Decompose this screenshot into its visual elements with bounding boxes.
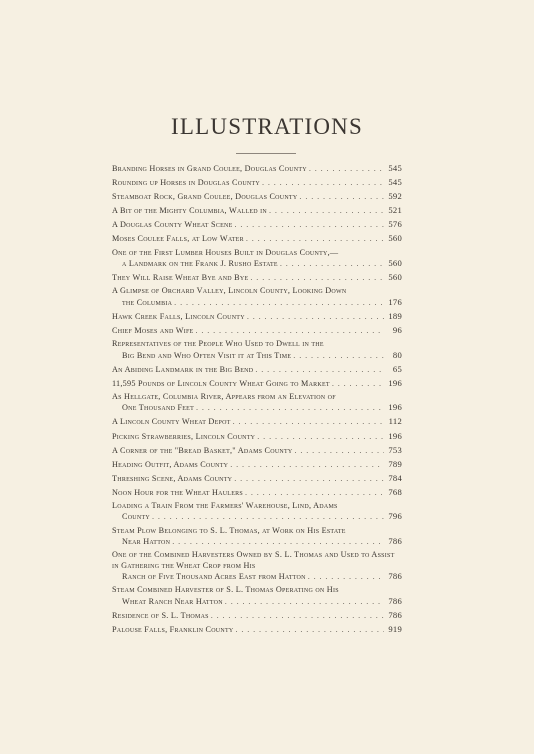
dot-leader [247,312,384,323]
illustration-entry [112,416,402,428]
entry-page-number: 545 [388,177,402,188]
dot-leader [246,234,384,245]
entry-title: Palouse Falls, Franklin County [112,624,234,634]
entry-page-number: 784 [388,472,402,483]
entry-page-number: 521 [388,205,402,216]
dot-leader [230,460,384,471]
illustration-entry [112,392,402,414]
illustration-entry [112,286,402,308]
entry-page-number: 560 [388,272,402,283]
entry-page-number: 786 [388,536,402,547]
dot-leader [255,365,384,376]
illustration-entry [112,473,402,485]
dot-leader [225,597,384,608]
entry-title-first-line: As Hellgate, Columbia River, Appears from an Elevation of [112,391,336,401]
illustration-entry [112,526,402,548]
illustration-entry [112,378,402,390]
dot-leader [172,537,384,548]
entry-title: Residence of S. L. Thomas [112,610,209,620]
entry-page-number: 96 [392,324,402,335]
entry-page-number: 576 [388,219,402,230]
entry-title-continuation [112,297,402,309]
illustration-entry [112,431,402,443]
entry-page-number: 560 [388,233,402,244]
illustration-entry [112,272,402,284]
entry-title: An Abiding Landmark in the Big Bend [112,364,254,374]
entry-page-number: 786 [388,595,402,606]
entry-title: They Will Raise Wheat Bye and Bye [112,273,249,283]
dot-leader [299,192,384,203]
entry-title-first-line: Steam Plow Belonging to S. L. Thomas, at Work on His Estate [112,525,346,535]
dot-leader [293,351,384,362]
entry-title: Noon Hour for the Wheat Haulers [112,487,243,497]
illustration-entry [112,624,402,636]
entry-title: 11,595 Pounds of Lincoln County Wheat Going to Market [112,378,330,388]
dot-leader [295,446,385,457]
entry-page-number: 112 [388,416,402,427]
illustration-entry [112,550,402,583]
dot-leader [269,206,384,217]
entry-title-first-line: Steam Combined Harvester of S. L. Thomas Operating on His [112,585,339,595]
illustration-entry [112,501,402,523]
entry-title: A Corner of the "Bread Basket," Adams County [112,445,293,455]
dot-leader [332,379,384,390]
illustration-entry [112,610,402,622]
illustration-entry [112,233,402,245]
entry-title: A Lincoln County Wheat Depot [112,417,231,427]
entry-title: Big Bend and Who Often Visit it at This Time [122,350,292,360]
entry-title-continuation [112,571,402,583]
illustration-entry [112,219,402,231]
entry-title: A Douglas County Wheat Scene [112,220,233,230]
dot-leader [245,488,384,499]
illustration-entry [112,248,402,270]
dot-leader [152,512,384,523]
dot-leader [211,611,384,622]
illustration-entry [112,459,402,471]
illustration-entry [112,325,402,337]
illustration-entry [112,445,402,457]
entry-page-number: 919 [388,623,402,634]
entry-page-number: 592 [388,191,402,202]
entry-title: Steamboat Rock, Grand Coulee, Douglas County [112,192,298,202]
illustration-entry [112,311,402,323]
illustration-entry [112,487,402,499]
entry-page-number: 189 [388,310,402,321]
entry-page-number: 65 [392,363,402,374]
entry-title: Branding Horses in Grand Coulee, Douglas County [112,164,307,173]
dot-leader [195,326,384,337]
dot-leader [174,298,384,309]
entry-page-number: 196 [388,377,402,388]
entry-title: Threshing Scene, Adams County [112,473,233,483]
entry-title: Chief Moses and Wife [112,325,194,335]
dot-leader [309,164,384,175]
illustration-entry [112,205,402,217]
dot-leader [234,220,384,231]
dot-leader [262,178,384,189]
dot-leader [250,273,384,284]
entry-title: County [122,512,150,522]
entry-page-number: 768 [388,486,402,497]
entry-title-first-line: One of the First Lumber Houses Built in Douglas County,— [112,247,339,257]
entry-title-continuation [112,511,402,523]
entry-title: A Bit of the Mighty Columbia, Walled in [112,206,268,216]
entry-page-number: 80 [392,349,402,360]
illustrations-list [112,163,402,635]
entry-title-continuation [112,258,402,270]
page-title: ILLUSTRATIONS [171,114,363,139]
illustration-entry [112,177,402,189]
dot-leader [233,417,384,428]
entry-title-first-line: Representatives of the People Who Used to Dwell in the [112,339,324,349]
dot-leader [308,572,384,583]
entry-title: Hawk Creek Falls, Lincoln County [112,311,245,321]
title-divider [236,153,296,154]
entry-page-number: 545 [388,163,402,173]
entry-title-continuation [112,402,402,414]
entry-title: Wheat Ranch Near Hatton [122,596,223,606]
entry-title: Moses Coulee Falls, at Low Water [112,234,244,244]
entry-title: Picking Strawberries, Lincoln County [112,431,256,441]
entry-title-continuation [112,596,402,608]
entry-title-continuation [112,350,402,362]
entry-title: Heading Outfit, Adams County [112,459,229,469]
entry-page-number: 753 [388,444,402,455]
entry-title-first-line: A Glimpse of Orchard Valley, Lincoln County, Looking Down [112,286,347,296]
entry-page-number: 786 [388,609,402,620]
dot-leader [235,625,384,636]
entry-title-first-line: Loading a Train From the Farmers' Warehouse, Lind, Adams [112,500,338,510]
entry-page-number: 560 [388,258,402,269]
entry-title: Ranch of Five Thousand Acres East from Hatton [122,572,306,582]
entry-title: One Thousand Feet [122,403,194,413]
illustration-entry [112,163,402,175]
entry-title: Near Hatton [122,537,171,547]
dot-leader [234,474,384,485]
entry-title: Rounding up Horses in Douglas County [112,178,260,188]
entry-page-number: 196 [388,430,402,441]
entry-page-number: 786 [388,571,402,582]
illustration-entry [112,191,402,203]
illustration-entry [112,364,402,376]
entry-title-first-line: One of the Combined Harvesters Owned by S. L. Thomas and Used to Assist in Gathering the Wheat Crop from His [112,550,395,570]
dot-leader [257,432,384,443]
entry-title-continuation [112,536,402,548]
entry-page-number: 789 [388,458,402,469]
entry-title: a Landmark on the Frank J. Rusho Estate [122,259,278,269]
illustration-entry [112,585,402,607]
dot-leader [196,403,384,414]
entry-page-number: 176 [388,296,402,307]
entry-page-number: 196 [388,402,402,413]
dot-leader [280,259,384,270]
entry-title: the Columbia [122,297,173,307]
entry-page-number: 796 [388,511,402,522]
illustration-entry [112,339,402,361]
